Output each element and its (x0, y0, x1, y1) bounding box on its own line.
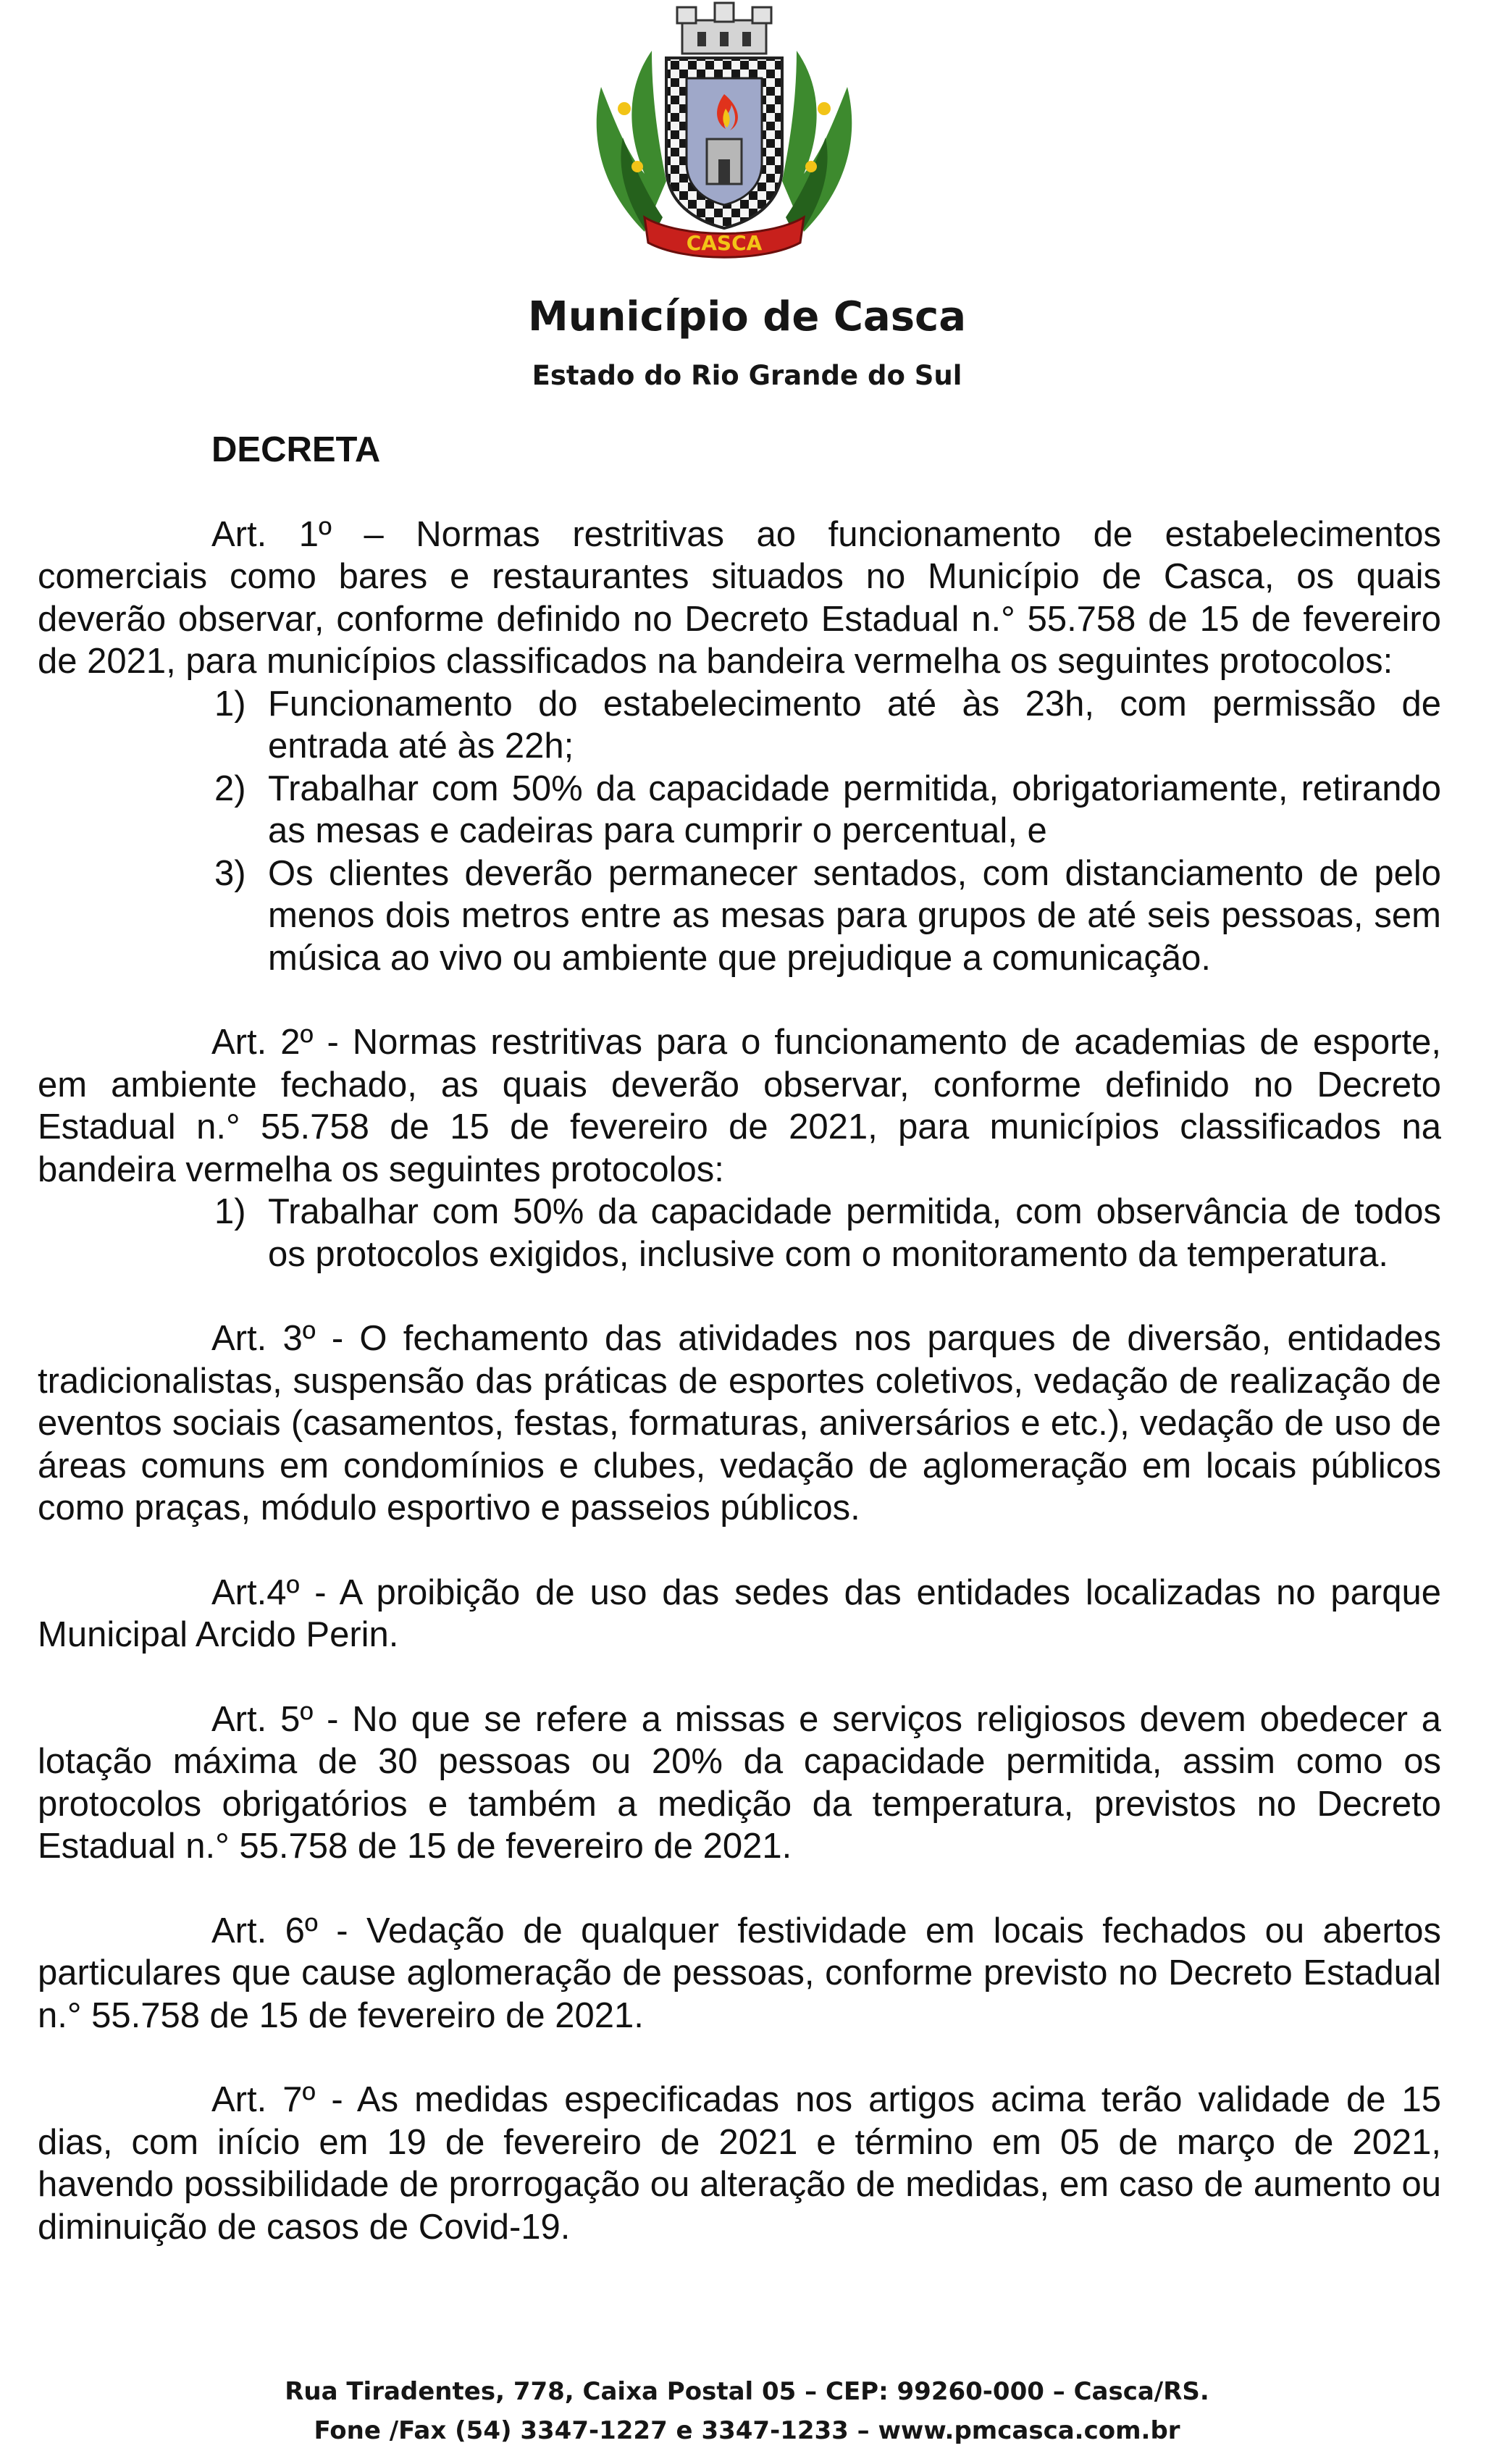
article-1: Art. 1º – Normas restritivas ao funcionamento de estabelecimentos comerciais como bares e restaurantes situados no Município de Casca, os quais deverão observar, conforme definido no Decreto Estadual n.° 55.758 de 15 de fevereiro de 2021, para municípios classificados na bandeira vermelha os seguintes protocolos: (38, 514, 1441, 681)
list-item-number: 2) (214, 768, 246, 808)
list-item (214, 768, 1441, 852)
article-3: Art. 3º - O fechamento das atividades nos parques de diversão, entidades tradicionalistas, suspensão das práticas de esportes coletivos, vedação de realização de eventos sociais (casamentos, festas, formaturas, aniversários e etc.), vedação de uso de áreas comuns em condomínios e clubes, vedação de aglomeração em locais públicos como praças, módulo esportivo e passeios públicos. (38, 1319, 1441, 1528)
decree-heading: DECRETA (211, 430, 381, 469)
article-1-list (38, 683, 1441, 980)
municipal-coat-of-arms-icon (558, 0, 891, 268)
crest-flower (818, 102, 831, 115)
list-item (214, 683, 1441, 768)
crest-mural-crown (677, 3, 771, 54)
article-6: Art. 6º - Vedação de qualquer festividade em locais fechados ou abertos particulares que cause aglomeração de pessoas, conforme previsto no Decreto Estadual n.° 55.758 de 15 de fevereiro de 2021. (38, 1911, 1441, 2035)
crest-right-leaves (782, 51, 852, 232)
crest-flower (805, 161, 817, 172)
list-item-number: 3) (214, 853, 246, 893)
article-2-list (38, 1191, 1441, 1275)
footer-address: Rua Tiradentes, 778, Caixa Postal 05 – CEP: 99260-000 – Casca/RS. (285, 2377, 1209, 2406)
crest-tower-door (718, 159, 730, 184)
article-4: Art.4º - A proibição de uso das sedes das entidades localizadas no parque Municipal Arcido Perin. (38, 1572, 1441, 1654)
article-5: Art. 5º - No que se refere a missas e serviços religiosos devem obedecer a lotação máxima de 30 pessoas ou 20% da capacidade permitida, assim como os protocolos obrigatórios e também a medição da temperatura, previstos no Decreto Estadual n.° 55.758 de 15 de fevereiro de 2021. (38, 1699, 1441, 1866)
list-item (214, 1191, 1441, 1275)
list-item-number: 1) (214, 684, 246, 724)
list-item-text: Trabalhar com 50% da capacidade permitida, obrigatoriamente, retirando as mesas e cadeiras para cumprir o percentual, e (268, 768, 1441, 850)
crest-banner-text: CASCA (686, 231, 763, 255)
list-item (214, 852, 1441, 980)
crest-left-leaves (597, 51, 666, 232)
decree-body (38, 429, 1441, 2290)
list-item-text: Trabalhar com 50% da capacidade permitida, com observância de todos os protocolos exigidos, inclusive com o monitoramento da temperatura. (268, 1192, 1441, 1274)
article-2: Art. 2º - Normas restritivas para o funcionamento de academias de esporte, em ambiente fechado, as quais deverão observar, conforme definido no Decreto Estadual n.° 55.758 de 15 de fevereiro de 2021, para municípios classificados na bandeira vermelha os seguintes protocolos: (38, 1023, 1441, 1189)
list-item-text: Funcionamento do estabelecimento até às 23h, com permissão de entrada até às 22h; (268, 684, 1441, 766)
footer-contact: Fone /Fax (54) 3347-1227 e 3347-1233 – www.pmcasca.com.br (314, 2416, 1180, 2445)
list-item-text: Os clientes deverão permanecer sentados, com distanciamento de pelo menos dois metros entre as mesas para grupos de até seis pessoas, sem música ao vivo ou ambiente que prejudique a comunicação. (268, 853, 1441, 978)
crest-flower (618, 102, 631, 115)
crest-flower (631, 161, 643, 172)
article-7: Art. 7º - As medidas especificadas nos artigos acima terão validade de 15 dias, com início em 19 de fevereiro de 2021 e término em 05 de março de 2021, havendo possibilidade de prorrogação ou alteração de medidas, em caso de aumento ou diminuição de casos de Covid-19. (38, 2080, 1441, 2247)
state-name: Estado do Rio Grande do Sul (532, 360, 962, 391)
municipality-name: Município de Casca (527, 293, 967, 340)
list-item-number: 1) (214, 1192, 246, 1231)
